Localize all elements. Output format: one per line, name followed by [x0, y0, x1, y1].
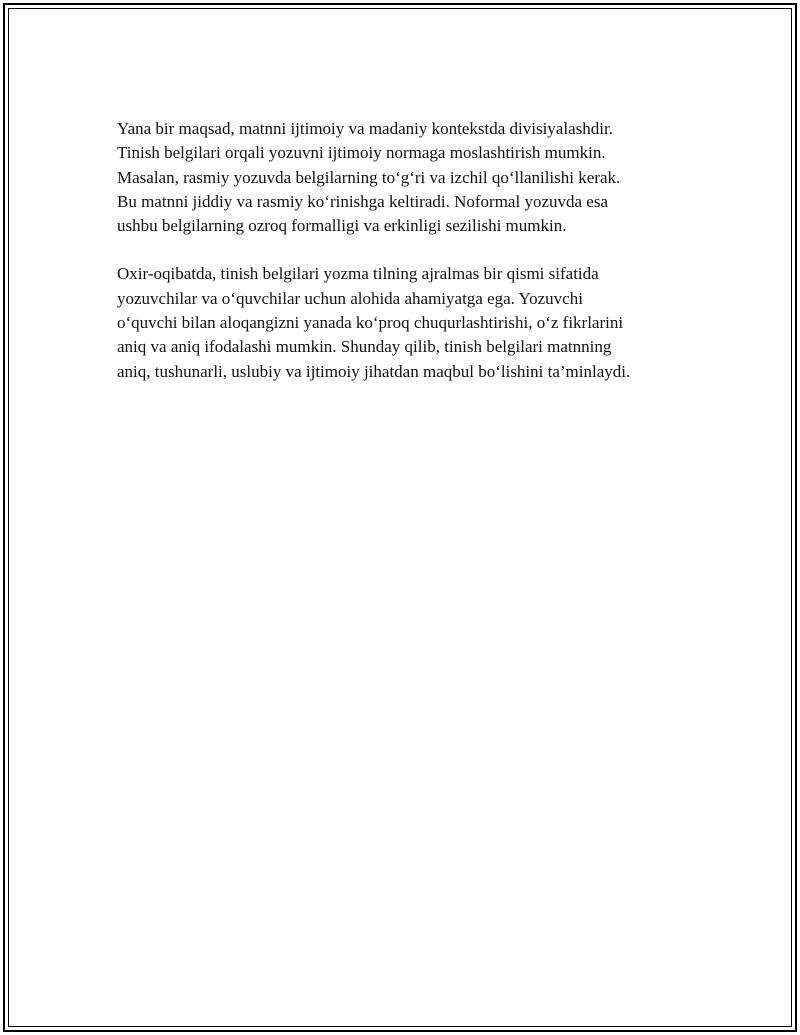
paragraph-line: Oxir-oqibatda, tinish belgilari yozma tilning ajralmas bir qismi sifatida [117, 264, 599, 284]
paragraph-2 [117, 262, 687, 383]
paragraph-line: Tinish belgilari orqali yozuvni ijtimoiy normaga moslashtirish mumkin. [117, 143, 606, 163]
paragraph-1 [117, 117, 687, 238]
paragraph-line: Yana bir maqsad, matnni ijtimoiy va madaniy kontekstda divisiyalashdir. [117, 119, 613, 138]
paragraph-line: ushbu belgilarning ozroq formalligi va erkinligi sezilishi mumkin. [117, 216, 567, 236]
paragraph-line: yozuvchilar va o‘quvchilar uchun alohida ahamiyatga ega. Yozuvchi [117, 288, 583, 308]
document-body [117, 117, 687, 408]
paragraph-line: o‘quvchi bilan aloqangizni yanada ko‘proq chuqurlashtirishi, o‘z fikrlarini [117, 313, 624, 333]
paragraph-line: Masalan, rasmiy yozuvda belgilarning to‘g‘ri va izchil qo‘llanilishi kerak. [117, 167, 621, 187]
paragraph-line: aniq va aniq ifodalashi mumkin. Shunday qilib, tinish belgilari matnning [117, 337, 612, 357]
paragraph-line: Bu matnni jiddiy va rasmiy ko‘rinishga keltiradi. Noformal yozuvda esa [117, 191, 608, 211]
paragraph-line: aniq, tushunarli, uslubiy va ijtimoiy jihatdan maqbul bo‘lishini ta’minlaydi. [117, 361, 631, 381]
